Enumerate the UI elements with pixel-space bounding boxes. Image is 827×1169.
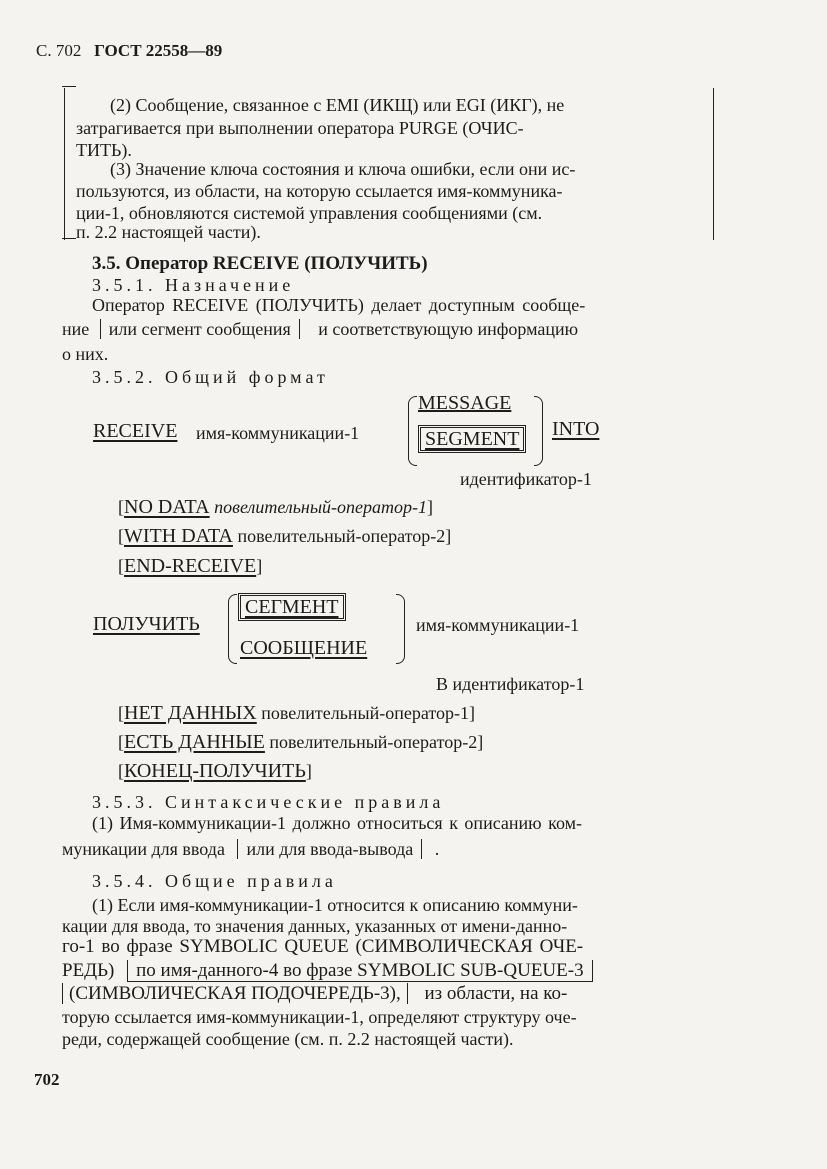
operand-ru: имя-коммуникации-1 xyxy=(416,615,580,635)
page-header xyxy=(36,40,222,62)
clause-net-dannyh: [НЕТ ДАННЫХ повелительный-оператор-1] xyxy=(118,702,476,724)
note-line: ТИТЬ). xyxy=(76,140,132,160)
format-heading: 3.5.2. Общий формат xyxy=(92,367,329,387)
note-line: п. 2.2 настоящей части). xyxy=(76,222,261,242)
clause-no-data: [NO DATA повелительный-оператор-1] xyxy=(118,496,434,518)
note-corner-bottom xyxy=(62,238,76,239)
receive-operand: имя-коммуникации-1 xyxy=(196,423,360,443)
note-corner-top xyxy=(62,86,76,87)
poluchit-keyword: ПОЛУЧИТЬ xyxy=(93,613,200,635)
purpose-heading: 3.5.1. Назначение xyxy=(92,275,295,295)
clause-konec-poluchit: [КОНЕЦ-ПОЛУЧИТЬ] xyxy=(118,760,312,782)
general-line: кации для ввода, то значения данных, указанных от имени-данно- xyxy=(62,916,568,936)
brace-open xyxy=(228,594,237,664)
standard-code: ГОСТ 22558—89 xyxy=(94,41,223,60)
note-line: (3) Значение ключа состояния и ключа ошибки, если они ис- xyxy=(110,159,576,179)
brace-open xyxy=(408,396,417,466)
note-line: затрагивается при выполнении оператора PURGE (ОЧИС- xyxy=(76,118,524,138)
purpose-inline-box: или сегмент сообщения xyxy=(100,319,300,339)
brace-close xyxy=(396,594,405,664)
option-segment-ru: СЕГМЕНТ xyxy=(238,596,346,618)
purpose-text: ние xyxy=(62,319,90,339)
purpose-text: и соответствующую информацию xyxy=(318,319,579,339)
general-line: РЕДЬ) по имя-данного-4 во фразе SYMBOLIC SUB-QUEUE-3 xyxy=(62,960,593,982)
section-heading: 3.5. Оператор RECEIVE (ПОЛУЧИТЬ) xyxy=(92,253,428,274)
syntax-line: (1) Имя-коммуникации-1 должно относиться к описанию ком- xyxy=(92,813,582,833)
general-heading: 3.5.4. Общие правила xyxy=(92,871,337,891)
purpose-line: о них. xyxy=(62,344,109,364)
general-line: торую ссылается имя-коммуникации-1, определяют структуру оче- xyxy=(62,1007,577,1027)
receive-keyword: RECEIVE xyxy=(93,420,178,442)
into-line-ru: В идентификатор-1 xyxy=(436,674,585,694)
general-line: го-1 во фразе SYMBOLIC QUEUE (СИМВОЛИЧЕСКАЯ ОЧЕ- xyxy=(62,936,584,957)
page-number: 702 xyxy=(34,1070,60,1089)
clause-with-data: [WITH DATA повелительный-оператор-2] xyxy=(118,525,452,547)
purpose-line xyxy=(62,318,578,340)
brace-close xyxy=(534,396,543,466)
clause-est-dannye: [ЕСТЬ ДАННЫЕ повелительный-оператор-2] xyxy=(118,731,484,753)
syntax-heading: 3.5.3. Синтаксические правила xyxy=(92,792,445,812)
note-line: (2) Сообщение, связанное с EMI (ИКЩ) или EGI (ИКГ), не xyxy=(110,95,565,115)
syntax-line: муникации для ввода или для ввода-вывода . xyxy=(62,839,440,859)
option-message-ru: СООБЩЕНИЕ xyxy=(240,637,368,659)
syntax-inline-box: или для ввода-вывода xyxy=(237,839,422,859)
clause-end-receive: [END-RECEIVE] xyxy=(118,555,263,577)
option-segment: SEGMENT xyxy=(418,428,526,450)
general-line: (1) Если имя-коммуникации-1 относится к описанию коммуни- xyxy=(92,895,578,915)
note-line: ции-1, обновляются системой управления сообщениями (см. xyxy=(76,203,543,223)
purpose-line: Оператор RECEIVE (ПОЛУЧИТЬ) делает доступным сообще- xyxy=(92,295,586,315)
general-line: (СИМВОЛИЧЕСКАЯ ПОДОЧЕРЕДЬ-3), из области, на ко- xyxy=(62,983,567,1005)
into-keyword: INTO xyxy=(552,418,600,440)
general-line: реди, содержащей сообщение (см. п. 2.2 настоящей части). xyxy=(62,1029,514,1049)
identifier: идентификатор-1 xyxy=(460,469,592,489)
general-inline-box: (СИМВОЛИЧЕСКАЯ ПОДОЧЕРЕДЬ-3), xyxy=(62,983,408,1004)
general-inline-box: по имя-данного-4 во фразе SYMBOLIC SUB-QUEUE-3 xyxy=(127,960,592,982)
option-message: MESSAGE xyxy=(418,392,512,414)
note-line: пользуются, из области, на которую ссылается имя-коммуника- xyxy=(76,181,563,201)
page-reference: С. 702 xyxy=(36,41,82,60)
